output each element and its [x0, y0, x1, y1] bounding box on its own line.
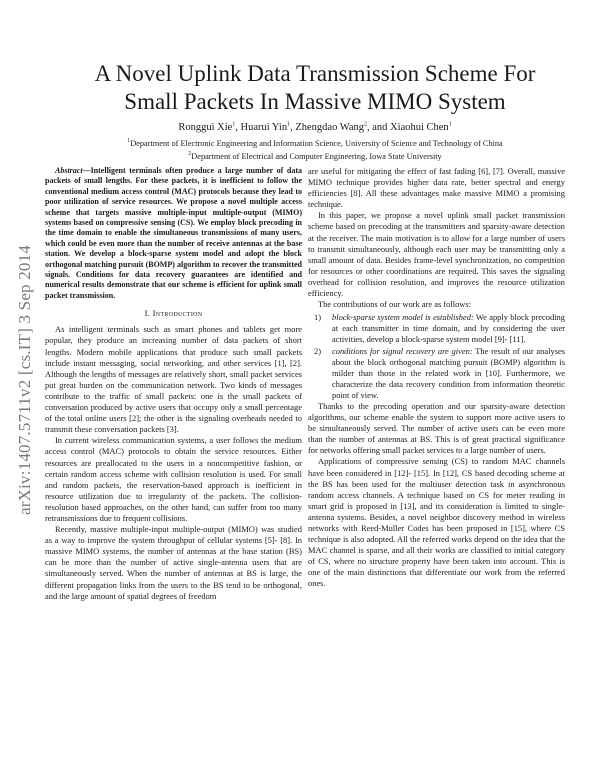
abstract	[45, 166, 302, 301]
author-sup: 1	[232, 121, 236, 128]
paragraph: The contributions of our work are as follows:	[318, 299, 472, 310]
section-numeral: I.	[144, 308, 151, 319]
paper-title	[45, 60, 585, 116]
left-column	[45, 166, 302, 602]
author-separator: ,	[290, 122, 296, 133]
list-number: 1)	[314, 312, 322, 323]
list-item-lead: block-sparse system model is established:	[332, 312, 474, 323]
title-line-1: A Novel Uplink Data Transmission Scheme For	[94, 61, 536, 86]
list-item-body	[332, 312, 565, 345]
author-name: Zhengdao Wang	[295, 122, 365, 133]
affiliation-sup: 2	[188, 151, 192, 158]
list-item-body	[332, 346, 565, 401]
paragraph: In this paper, we propose a novel uplink small packet transmission scheme based on precoding at the transmitters and sparsity-aware detection at the receiver. The main motivation is to allow for a large number of users to transmit simultaneously, although each user may be transmitting only a small amount of data. Besides frame-level synchronization, no competition for resources or other coordinations are required. This saves the signaling overhead for collision resolution, and improves the resource utilization efficiency.	[308, 210, 565, 299]
author-separator: ,	[235, 122, 241, 133]
section-title: Introduction	[152, 308, 203, 319]
paragraph: As intelligent terminals such as smart phones and tablets get more popular, they produce an increasing number of data packets of short lengths. Modern mobile applications that produce such small packets include instant messaging, social networking, and other services [1], [2]. Although the lengths of messages are relatively short, small packet services put great burden on the communication network. Two kinds of messages contribute to the traffic of small packets: one is the small packets of conversation produced by active users that occupy only a small percentage of the total online users [2]; the other is the signaling overheads needed to transmit these conversation packets [3].	[45, 324, 302, 435]
paragraph: are useful for mitigating the effect of fast fading [6], [7]. Overall, massive MIMO technique provides higher data rate, better spectral and energy efficiencies [8]. All these advantages make massive MIMO a promising technique.	[308, 166, 565, 210]
affiliation-1	[45, 139, 585, 148]
arxiv-identifier	[14, 215, 36, 545]
paragraph: Recently, massive multiple-input multiple-output (MIMO) was studied as a way to improve the system throughput of cellular systems [5]- [8]. In massive MIMO systems, the number of antennas at the base station (BS) can be more than the number of active single-antenna users that are simultaneously served. When the number of antennas at BS is large, the different propagation links from the users to the BS tend to be orthogonal, and the large amount of spatial degrees of freedom	[45, 524, 302, 601]
author-separator: , and	[367, 122, 391, 133]
arxiv-id-text: arXiv:1407.5711v2 [cs.IT] 3 Sep 2014	[15, 244, 34, 516]
list-item	[308, 312, 565, 345]
author-sup: 1	[448, 121, 452, 128]
section-heading	[45, 308, 302, 319]
affiliation-sup: 1	[127, 138, 131, 145]
paragraph: In current wireless communication systems, a user follows the medium access control (MAC) protocols to obtain the service resources. Either resources are preallocated to the users in a noncompetitive fashion, or certain random access scheme with collision resolution is used. For small and random packets, the reservation-based approach is inefficient in resource utilization due to irregularity of the packets. The collision-resolution based approaches, on the other hand, can suffer from too many retransmissions due to frequent collisions.	[45, 435, 302, 523]
author-name: Huarui Yin	[240, 122, 288, 133]
author-sup: 2	[364, 121, 368, 128]
list-number: 2)	[314, 345, 322, 356]
list-item-text: We apply block precoding at each transmitter in time domain, and by considering the user activities, develop a block-sparse system model [9]- [11].	[332, 312, 565, 345]
abstract-text: —Intelligent terminals often produce a large number of data packets of small lengths. For these packets, it is inefficient to follow the conventional medium access control (MAC) protocols because they lead to poor utilization of service resources. We propose a novel multiple access scheme that targets massive multiple-input multiple-output (MIMO) systems based on compressive sensing (CS). We employ block precoding in the time domain to enable the simultaneous transmissions of many users, which could be even more than the number of receive antennas at the base station. We develop a block-sparse system model and adopt the block orthogonal matching pursuit (BOMP) algorithm to recover the transmitted signals. Conditions for data recovery guarantees are identified and numerical results demonstrate that our scheme is efficient for uplink small packet transmission.	[45, 166, 302, 300]
paragraph: Applications of compressive sensing (CS) to random MAC channels have been considered in [12]- [15]. In [12], CS based decoding scheme at the BS has been used for the multiuser detection task in asynchronous random access channels. A technique based on CS for meter reading in smart grid is proposed in [13], and its consideration is limited to single-antenna systems. Besides, a novel neighbor discovery method in wireless networks with Reed-Muller Codes has been proposed in [15], where CS technique is also adopted. All the referred works depend on the idea that the MAC channel is sparse, and all their works are classified to initial category of CS, where no structure property have been taken into account. This is one of the main distinctions that differentiate our work from the referred ones.	[308, 456, 565, 589]
list-item	[308, 346, 565, 401]
author-name: Ronggui Xie	[178, 122, 233, 133]
right-column	[308, 166, 565, 590]
list-item-lead: conditions for signal recovery are given:	[332, 345, 473, 356]
title-line-2: Small Packets In Massive MIMO System	[124, 89, 506, 114]
list-item-text: The result of our analyses about the block orthogonal matching pursuit (BOMP) algorithm is milder than those in the related work in [10]. Furthermore, we characterize the data recovery condition from information theoretic point of view.	[332, 345, 565, 400]
affiliation-text: Department of Electrical and Computer Engineering, Iowa State University	[191, 152, 442, 161]
abstract-lead: Abstract	[55, 166, 83, 175]
affiliation-2	[45, 152, 585, 161]
paragraph: Thanks to the precoding operation and our sparsity-aware detection algorithms, our scheme enable the system to support more active users to be simultaneously served. The number of active users can be even more than the number of antennas at BS. This is of great practical significance for networks offering small packet services to a large number of users.	[308, 400, 565, 456]
author-sup: 1	[287, 121, 291, 128]
contribution-list	[308, 312, 565, 401]
author-name: Xiaohui Chen	[390, 122, 449, 133]
author-list	[45, 122, 585, 133]
affiliation-text: Department of Electronic Engineering and Information Science, University of Science and Technology of China	[130, 139, 503, 148]
